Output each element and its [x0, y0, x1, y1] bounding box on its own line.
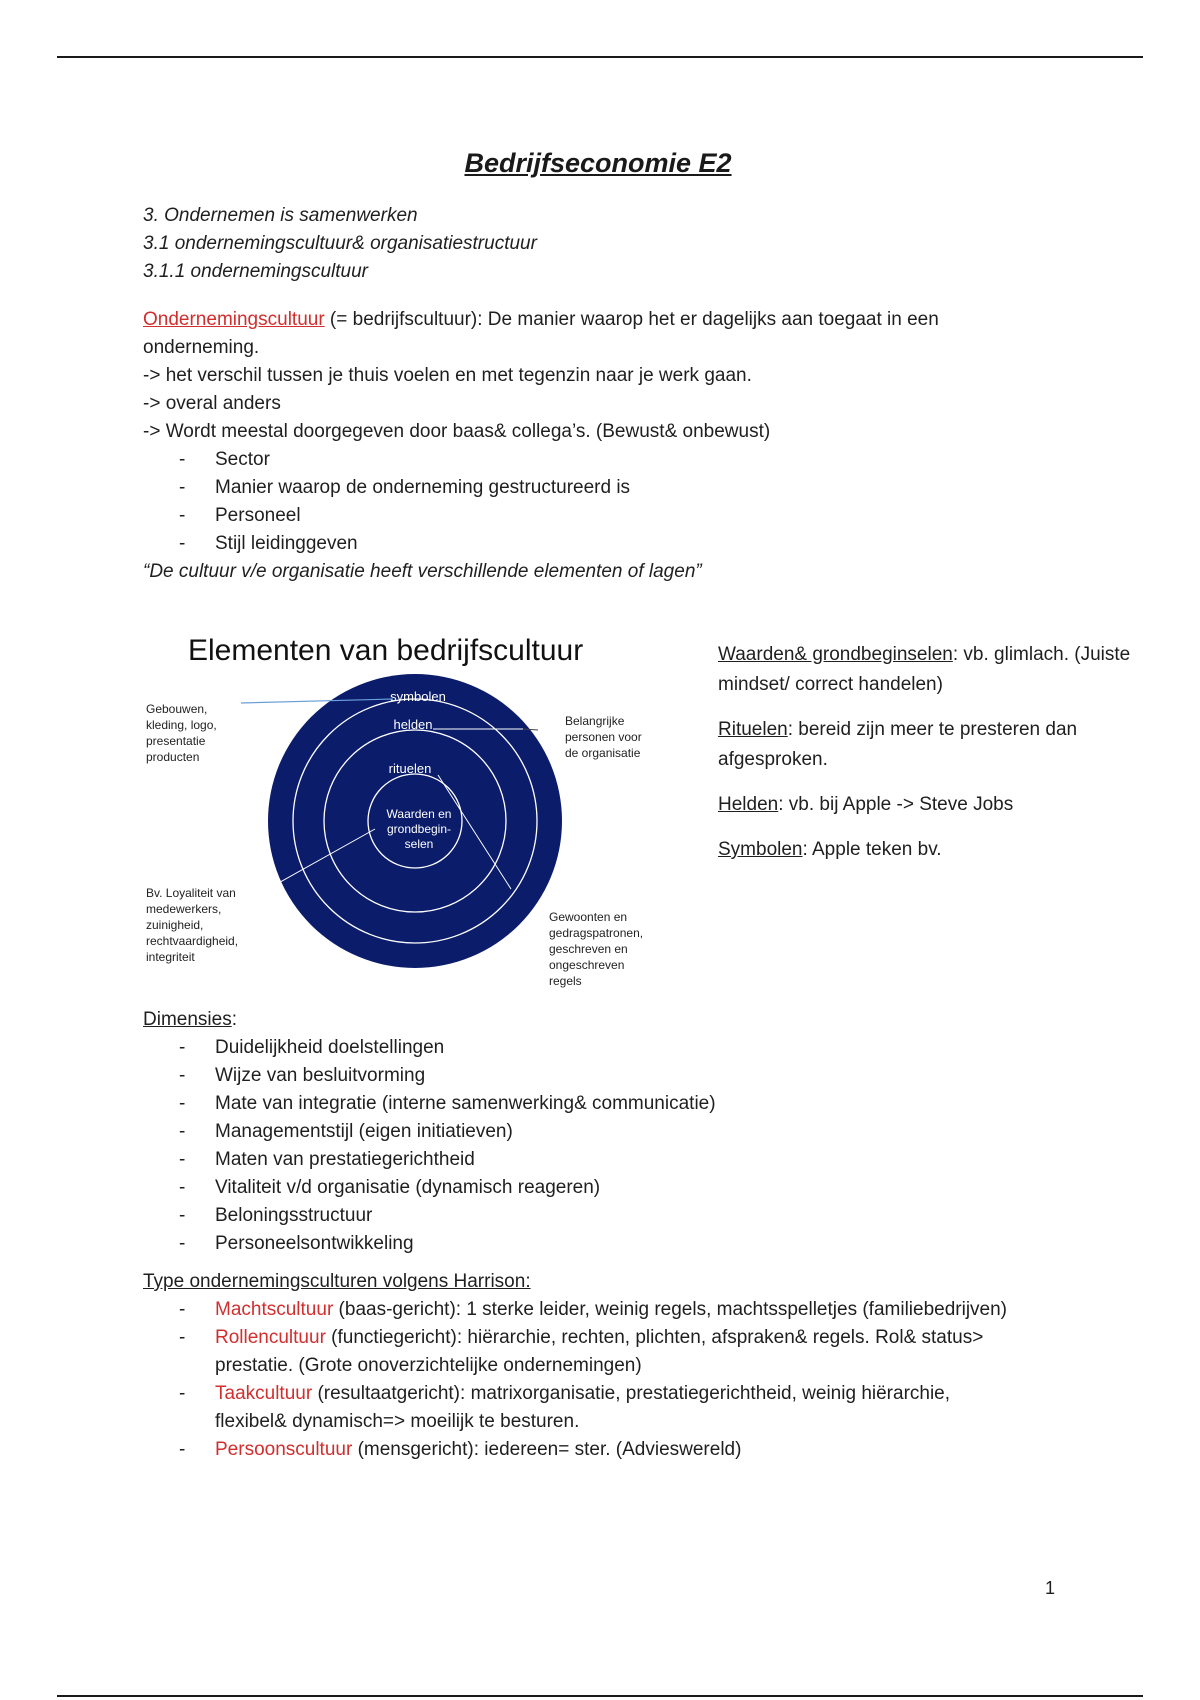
top-rule	[57, 56, 1143, 58]
definition-term: Ondernemingscultuur	[143, 309, 325, 330]
core-label-line: Waarden en	[386, 807, 452, 821]
harrison-heading: Type ondernemingsculturen volgens Harrison:	[143, 1271, 531, 1292]
note-line: kleding, logo,	[146, 718, 217, 732]
list-item: - Stijl leidinggeven	[143, 530, 1023, 558]
note-line: ongeschreven	[549, 958, 625, 972]
definition-text: (= bedrijfscultuur): De manier waarop het er dagelijks aan toegaat in een onderneming.	[143, 309, 939, 358]
note-line: personen voor	[565, 730, 642, 744]
heading-3-1-1: 3.1.1 ondernemingscultuur	[143, 261, 368, 282]
note-line: geschreven en	[549, 942, 628, 956]
ring-label-helden: helden	[393, 717, 433, 732]
list-item: - Personeel	[143, 502, 1023, 530]
explanation-text: : Apple teken bv.	[802, 839, 942, 860]
arrow-line: -> Wordt meestal doorgegeven door baas& collega’s. (Bewust& onbewust)	[143, 421, 771, 442]
quote: “De cultuur v/e organisatie heeft verschillende elementen of lagen”	[143, 561, 702, 582]
arrow-line: -> het verschil tussen je thuis voelen en met tegenzin naar je werk gaan.	[143, 365, 752, 386]
list-item: - Maten van prestatiegerichtheid	[143, 1146, 1023, 1174]
culture-term: Rollencultuur	[215, 1327, 326, 1348]
list-item	[143, 1296, 1023, 1324]
harrison-section	[143, 1268, 1023, 1464]
note-line: de organisatie	[565, 746, 641, 760]
core-label-line: selen	[404, 837, 434, 851]
list-item: - Managementstijl (eigen initiatieven)	[143, 1118, 1023, 1146]
explanation-item	[718, 640, 1138, 700]
harrison-list	[143, 1296, 1023, 1464]
explanation-item	[718, 835, 1138, 865]
list-item: - Vitaliteit v/d organisatie (dynamisch reageren)	[143, 1174, 1023, 1202]
list-item: - Wijze van besluitvorming	[143, 1062, 1023, 1090]
factor-list	[143, 446, 1023, 558]
list-item	[143, 1380, 1023, 1436]
note-line: zuinigheid,	[146, 918, 204, 932]
definition-paragraph	[143, 306, 1023, 362]
explanation-item	[718, 790, 1138, 820]
culture-text: (functiegericht): hiërarchie, rechten, plichten, afspraken& regels. Rol& status> prestatie. (Grote onoverzichtelijke ondernemingen)	[215, 1327, 984, 1376]
note-line: medewerkers,	[146, 902, 222, 916]
dimensions-heading: Dimensies:	[143, 1009, 237, 1030]
core-label-line: grondbegin-	[386, 822, 452, 836]
element-explanations	[718, 640, 1138, 880]
bottom-rule	[57, 1695, 1143, 1697]
culture-text: (resultaatgericht): matrixorganisatie, prestatiegerichtheid, weinig hiërarchie, flexibel& dynamisch=> moeilijk te besturen.	[215, 1383, 951, 1432]
explanation-term: Rituelen	[718, 719, 788, 740]
document-title: Bedrijfseconomie E2	[464, 148, 732, 178]
diagram-title: Elementen van bedrijfscultuur	[188, 634, 584, 667]
list-item: - Mate van integratie (interne samenwerking& communicatie)	[143, 1090, 1023, 1118]
note-top-left	[146, 702, 217, 764]
note-line: Bv. Loyaliteit van	[146, 886, 236, 900]
ring-label-symbolen: symbolen	[390, 689, 446, 704]
culture-term: Machtscultuur	[215, 1299, 334, 1320]
explanation-term: Waarden& grondbeginselen	[718, 644, 953, 665]
list-item: - Personeelsontwikkeling	[143, 1230, 1023, 1258]
culture-text: (mensgericht): iedereen= ster. (Advieswereld)	[352, 1439, 742, 1460]
culture-onion-diagram	[143, 625, 663, 995]
explanation-text: : bereid zijn meer te presteren dan afgesproken.	[718, 719, 1078, 770]
note-top-right	[565, 714, 642, 760]
page-number: 1	[1045, 1578, 1056, 1598]
section-headings	[143, 202, 537, 286]
note-bottom-right	[549, 910, 643, 988]
list-item: - Beloningsstructuur	[143, 1202, 1023, 1230]
note-bottom-left	[146, 886, 238, 964]
explanation-text: : vb. bij Apple -> Steve Jobs	[778, 794, 1014, 815]
note-line: Belangrijke	[565, 714, 625, 728]
explanation-term: Helden	[718, 794, 779, 815]
explanation-text: : vb. glimlach. (Juiste mindset/ correct handelen)	[718, 644, 1131, 695]
note-line: presentatie	[146, 734, 206, 748]
note-line: integriteit	[146, 950, 195, 964]
heading-3-1: 3.1 ondernemingscultuur& organisatiestructuur	[143, 233, 537, 254]
explanation-item	[718, 715, 1138, 775]
dimensions-list	[143, 1034, 1023, 1258]
list-item: - Manier waarop de onderneming gestructureerd is	[143, 474, 1023, 502]
explanation-term: Symbolen	[718, 839, 803, 860]
dimensions-heading-text: Dimensies	[143, 1009, 232, 1030]
heading-3: 3. Ondernemen is samenwerken	[143, 205, 418, 226]
note-line: gedragspatronen,	[549, 926, 644, 940]
note-line: regels	[549, 974, 582, 988]
list-item	[143, 1324, 1023, 1380]
list-item: - Duidelijkheid doelstellingen	[143, 1034, 1023, 1062]
culture-text: (baas-gericht): 1 sterke leider, weinig regels, machtsspelletjes (familiebedrijven)	[333, 1299, 1008, 1320]
list-item: - Sector	[143, 446, 1023, 474]
intro-block	[143, 306, 1023, 586]
note-line: Gebouwen,	[146, 702, 208, 716]
list-item	[143, 1436, 1023, 1464]
culture-term: Taakcultuur	[215, 1383, 313, 1404]
note-line: producten	[146, 750, 200, 764]
note-line: rechtvaardigheid,	[146, 934, 239, 948]
ring-label-rituelen: rituelen	[388, 761, 432, 776]
culture-term: Persoonscultuur	[215, 1439, 353, 1460]
arrow-line: -> overal anders	[143, 393, 281, 414]
dimensions-section	[143, 1006, 1023, 1258]
note-line: Gewoonten en	[549, 910, 628, 924]
